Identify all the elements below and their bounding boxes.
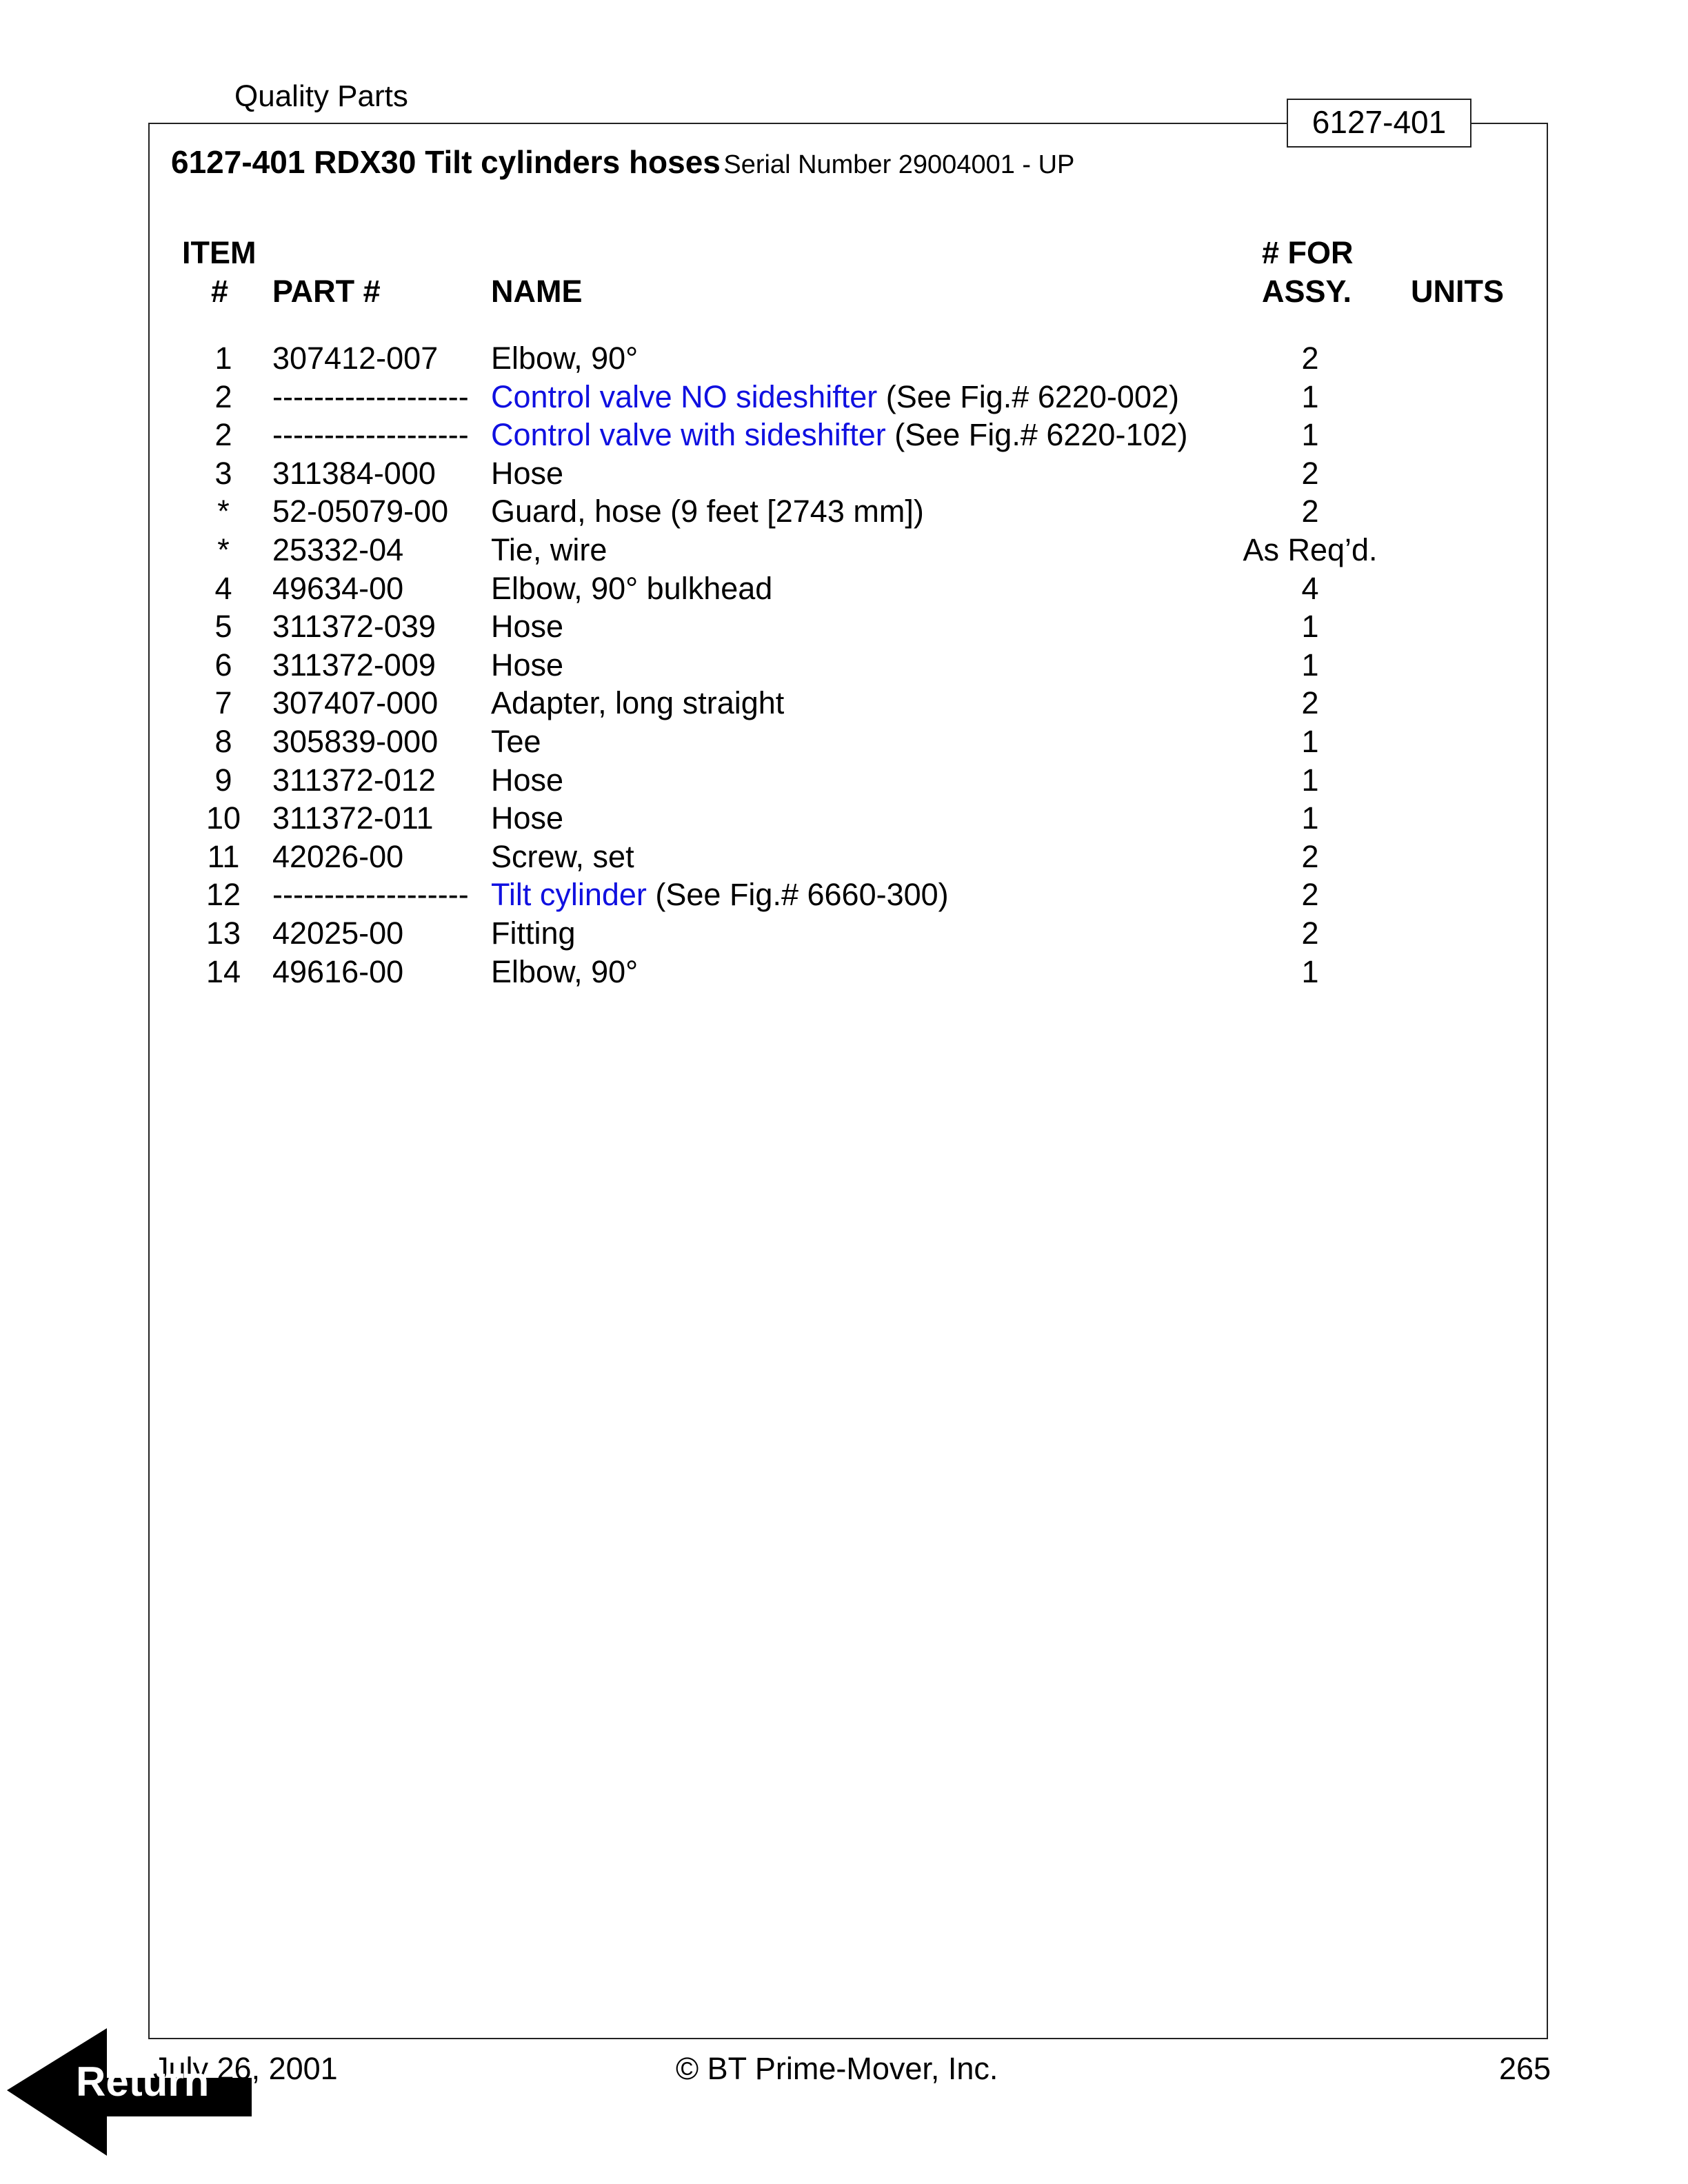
table-row [0, 607, 1688, 646]
table-row [0, 914, 1688, 953]
item-number: 9 [214, 762, 232, 798]
part-number: ------------------- [272, 417, 469, 453]
part-number: ------------------- [272, 378, 469, 414]
table-row [0, 722, 1688, 761]
serial-number: Serial Number 29004001 - UP [723, 150, 1075, 179]
table-row [0, 684, 1688, 722]
return-label: Return [76, 2059, 210, 2105]
part-name: Elbow, 90° bulkhead [491, 570, 773, 606]
title-text: 6127-401 RDX30 Tilt cylinders hoses [171, 144, 721, 180]
col-header-for: # FOR [1262, 235, 1354, 270]
quantity: 1 [1301, 609, 1319, 645]
quantity: As Req’d. [1243, 532, 1378, 567]
figure-number-box: 6127-401 [1287, 99, 1471, 148]
quantity: 1 [1301, 762, 1319, 798]
part-number: 311372-011 [272, 800, 434, 836]
figure-link[interactable]: Tilt cylinder [491, 877, 647, 913]
part-number: 42026-00 [272, 838, 404, 874]
part-number: 49634-00 [272, 570, 404, 606]
quantity: 1 [1301, 800, 1319, 836]
part-name: Fitting [491, 916, 576, 951]
quantity: 2 [1301, 455, 1319, 491]
quantity: 2 [1301, 494, 1319, 529]
part-number: 311372-009 [272, 647, 436, 682]
item-number: 6 [214, 647, 232, 682]
part-name: Elbow, 90° [491, 953, 639, 989]
part-name: Adapter, long straight [491, 685, 785, 721]
part-name: Elbow, 90° [491, 341, 639, 376]
figure-link[interactable]: Control valve NO sideshifter [491, 378, 878, 414]
col-header-name: NAME [491, 274, 583, 309]
figure-reference: (See Fig.# 6660-300) [646, 877, 949, 913]
item-number: 1 [214, 341, 232, 376]
brand-label: Quality Parts [234, 79, 408, 113]
table-row [0, 953, 1688, 991]
item-number: 7 [214, 685, 232, 721]
col-header-units: UNITS [1411, 274, 1504, 309]
part-number: 311372-039 [272, 609, 436, 645]
col-header-part: PART # [272, 274, 381, 309]
quantity: 2 [1301, 916, 1319, 951]
figure-reference: (See Fig.# 6220-002) [877, 378, 1179, 414]
item-number: 10 [205, 800, 241, 836]
footer-page-number: 265 [1499, 2051, 1551, 2086]
part-name: Hose [491, 800, 564, 836]
item-number: 5 [214, 609, 232, 645]
item-number: 13 [205, 916, 241, 951]
col-header-assy: ASSY. [1262, 274, 1352, 309]
table-row [0, 454, 1688, 493]
quantity: 2 [1301, 838, 1319, 874]
quantity: 1 [1301, 647, 1319, 682]
page-title [171, 143, 1074, 181]
part-name: Hose [491, 609, 564, 645]
quantity: 1 [1301, 378, 1319, 414]
part-name: Hose [491, 762, 564, 798]
table-row [0, 761, 1688, 800]
table-row [0, 378, 1688, 416]
part-number: 305839-000 [272, 724, 439, 759]
part-number: 42025-00 [272, 916, 404, 951]
quantity: 1 [1301, 417, 1319, 453]
item-number: * [217, 494, 230, 529]
figure-link[interactable]: Control valve with sideshifter [491, 417, 886, 453]
item-number: 12 [205, 877, 241, 913]
part-number: 52-05079-00 [272, 494, 449, 529]
table-row [0, 876, 1688, 914]
item-number: 14 [205, 953, 241, 989]
table-row [0, 569, 1688, 608]
part-number: 25332-04 [272, 532, 404, 567]
quantity: 2 [1301, 685, 1319, 721]
table-row [0, 646, 1688, 685]
footer-date: July 26, 2001 [153, 2051, 338, 2086]
part-name: Tie, wire [491, 532, 607, 567]
quantity: 4 [1301, 570, 1319, 606]
part-number: 307412-007 [272, 341, 439, 376]
item-number: 2 [214, 417, 232, 453]
quantity: 1 [1301, 953, 1319, 989]
table-row [0, 799, 1688, 838]
item-number: * [217, 532, 230, 567]
part-name: Screw, set [491, 838, 634, 874]
part-number: 311372-012 [272, 762, 436, 798]
figure-reference: (See Fig.# 6220-102) [885, 417, 1188, 453]
part-name [491, 378, 1179, 416]
part-number: 307407-000 [272, 685, 439, 721]
part-number: 311384-000 [272, 455, 436, 491]
part-name: Hose [491, 647, 564, 682]
table-row [0, 531, 1688, 569]
part-name: Tee [491, 724, 541, 759]
item-number: 3 [214, 455, 232, 491]
quantity: 2 [1301, 341, 1319, 376]
part-name [491, 876, 949, 914]
item-number: 8 [214, 724, 232, 759]
part-name [491, 416, 1188, 454]
return-button[interactable] [7, 2028, 255, 2156]
quantity: 2 [1301, 877, 1319, 913]
part-number: 49616-00 [272, 953, 404, 989]
part-name: Guard, hose (9 feet [2743 mm]) [491, 494, 924, 529]
item-number: 2 [214, 378, 232, 414]
item-number: 11 [207, 838, 240, 874]
table-row [0, 339, 1688, 378]
table-row [0, 838, 1688, 876]
col-header-item: ITEM [182, 235, 257, 270]
item-number: 4 [214, 570, 232, 606]
table-row [0, 416, 1688, 454]
col-header-item-hash: # [211, 274, 229, 309]
part-number: ------------------- [272, 877, 469, 913]
footer-copyright: © BT Prime-Mover, Inc. [676, 2051, 998, 2086]
quantity: 1 [1301, 724, 1319, 759]
table-row [0, 492, 1688, 531]
part-name: Hose [491, 455, 564, 491]
